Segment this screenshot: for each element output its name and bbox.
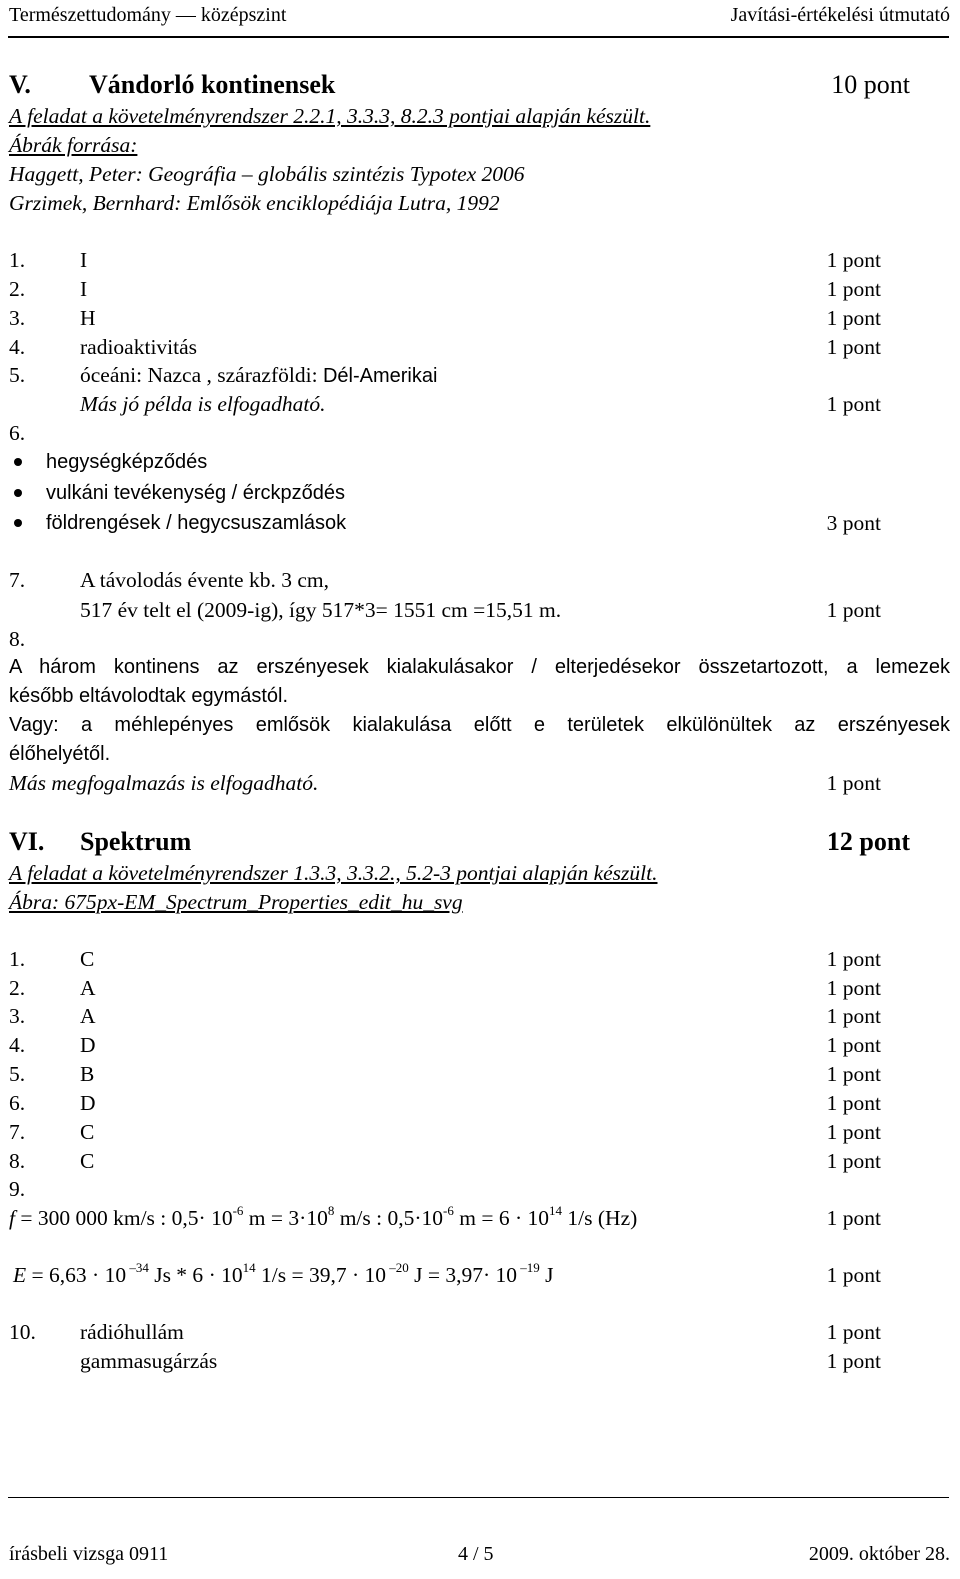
footer-page-number: 4 / 5 (458, 1543, 494, 1565)
vi-answer-points: 1 pont (826, 1004, 881, 1028)
q8-note: Más megfogalmazás is elfogadható. (9, 771, 319, 795)
q6-number: 6. (9, 421, 26, 445)
section-v-number: V. (9, 70, 31, 99)
q8-paragraph-1-line-2: később eltávolodtak egymástól. (9, 685, 289, 707)
vi-answer-text: B (80, 1062, 95, 1086)
q6-bullet-item: földrengések / hegycsuszamlások (46, 512, 347, 534)
v-answer-text: I (80, 248, 88, 272)
v-answer-num: 3. (9, 306, 26, 330)
q7-line-2: 517 év telt el (2009-ig), így 517*3= 1551 cm =15,51 m. (80, 598, 562, 622)
q7-points: 1 pont (826, 598, 881, 622)
vi-answer-text: C (80, 1120, 95, 1144)
section-vi-number: VI. (9, 827, 45, 856)
vi-answer-points: 1 pont (826, 1091, 881, 1115)
q5-answer-prefix: óceáni: Nazca , szárazföldi: (80, 363, 323, 387)
q5-answer-suffix: Dél-Amerikai (322, 365, 438, 387)
vi-answer-num: 8. (9, 1149, 26, 1173)
v-answer-points: 1 pont (826, 277, 881, 301)
section-v-title: Vándorló kontinensek (89, 70, 336, 99)
vi-answer-text: A (80, 976, 96, 1000)
bullet-icon (14, 458, 22, 466)
vi-answer-num: 4. (9, 1033, 26, 1057)
footer-date: 2009. október 28. (808, 1543, 950, 1565)
header-left: Természettudomány — középszint (9, 4, 287, 26)
v-answer-points: 1 pont (826, 248, 881, 272)
section-vi-basis: A feladat a követelményrendszer 1.3.3, 3.3.2., 5.2-3 pontjai alapján készült. (9, 861, 658, 885)
vi-answer-points: 1 pont (826, 976, 881, 1000)
q5-points: 1 pont (826, 392, 881, 416)
footer-rule (8, 1497, 949, 1498)
vi-answer-text: A (80, 1004, 96, 1028)
v-answer-text: radioaktivitás (80, 335, 198, 359)
footer-left: írásbeli vizsga 0911 (9, 1543, 169, 1565)
source-1: Haggett, Peter: Geográfia – globális szintézis Typotex 2006 (9, 162, 525, 186)
q10-answer-a-points: 1 pont (826, 1320, 881, 1344)
vi-answer-text: C (80, 1149, 95, 1173)
q10-answer-a: rádióhullám (80, 1320, 184, 1344)
section-v-points: 10 pont (831, 70, 910, 99)
frequency-formula-points: 1 pont (826, 1206, 881, 1230)
v-answer-text: H (80, 306, 96, 330)
vi-answer-num: 7. (9, 1120, 26, 1144)
vi-answer-num: 1. (9, 947, 26, 971)
vi-answer-points: 1 pont (826, 1062, 881, 1086)
v-answer-points: 1 pont (826, 335, 881, 359)
q5-answer (80, 363, 437, 388)
vi-answer-text: C (80, 947, 95, 971)
q8-paragraph-1-line-1: A három kontinens az erszényesek kialakulásakor / elterjedésekor összetartozott, a lemezek (9, 656, 950, 678)
vi-answer-points: 1 pont (826, 1120, 881, 1144)
q8-points: 1 pont (826, 771, 881, 795)
q8-paragraph-2-line-1: Vagy: a méhlepényes emlősök kialakulása előtt e területek elkülönültek az erszényesek (9, 714, 950, 736)
q6-bullet-item: hegységképződés (46, 451, 208, 473)
section-vi-points: 12 pont (826, 827, 910, 856)
vi-answer-num: 3. (9, 1004, 26, 1028)
q9-number: 9. (9, 1177, 26, 1201)
q5-number: 5. (9, 363, 26, 387)
v-answer-num: 2. (9, 277, 26, 301)
section-vi-title: Spektrum (80, 827, 192, 856)
q7-line-1: A távolodás évente kb. 3 cm, (80, 568, 329, 592)
vi-answer-text: D (80, 1033, 96, 1057)
header-rule (8, 36, 949, 38)
q10-answer-b: gammasugárzás (80, 1349, 218, 1373)
v-answer-num: 4. (9, 335, 26, 359)
section-v-basis: A feladat a követelményrendszer 2.2.1, 3.3.3, 8.2.3 pontjai alapján készült. (9, 104, 651, 128)
vi-answer-points: 1 pont (826, 1149, 881, 1173)
vi-answer-num: 6. (9, 1091, 26, 1115)
vi-answer-num: 5. (9, 1062, 26, 1086)
q6-bullet-item: vulkáni tevékenység / érckpződés (46, 482, 346, 504)
q7-number: 7. (9, 568, 26, 592)
bullet-icon (14, 519, 22, 527)
bullet-icon (14, 489, 22, 497)
q5-note: Más jó példa is elfogadható. (80, 392, 326, 416)
vi-answer-num: 2. (9, 976, 26, 1000)
energy-formula-points: 1 pont (826, 1263, 881, 1287)
v-answer-num: 1. (9, 248, 26, 272)
q10-number: 10. (9, 1320, 36, 1344)
energy-formula: E = 6,63 · 10 $^{-34}$ $Js * 6 \cdot 10^{14}$ 1/s = 39,7 · 10 $^{-20}$ J = 3,97· 10 $^{-19}$ J (13, 1260, 554, 1287)
vi-answer-text: D (80, 1091, 96, 1115)
vi-answer-points: 1 pont (826, 947, 881, 971)
source-2: Grzimek, Bernhard: Emlősök enciklopédiája Lutra, 1992 (9, 191, 500, 215)
sources-label: Ábrák forrása: (9, 133, 138, 157)
header-right: Javítási-értékelési útmutató (730, 4, 950, 26)
section-vi-figure-source: Ábra: 675px-EM_Spectrum_Properties_edit_hu_svg (9, 890, 463, 914)
v-answer-text: I (80, 277, 88, 301)
v-answer-points: 1 pont (826, 306, 881, 330)
q8-paragraph-2-line-2: élőhelyétől. (9, 743, 111, 765)
frequency-formula: f = 300 000 km/s : $0,5\cdot 10^{-6}$ $m = 3\cdot 10^8$ m/s : $0,5\cdot 10^{-6}$ $m = 6 \cdot 10^{14}$ 1/s (Hz) (9, 1203, 638, 1230)
q8-number: 8. (9, 627, 26, 651)
q10-answer-b-points: 1 pont (826, 1349, 881, 1373)
q6-points: 3 pont (826, 511, 881, 535)
vi-answer-points: 1 pont (826, 1033, 881, 1057)
